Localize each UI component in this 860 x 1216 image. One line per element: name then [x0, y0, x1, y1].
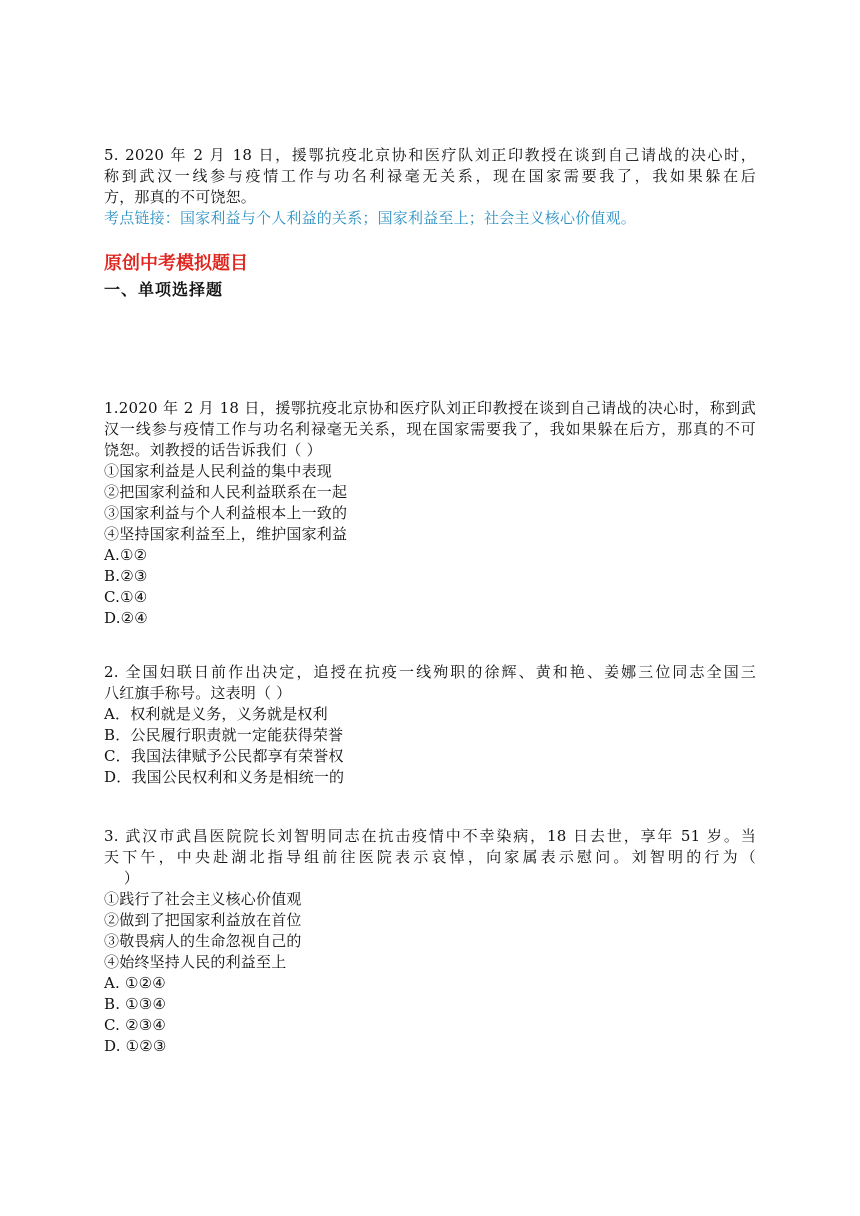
- question-stem-line: 汉一线参与疫情工作与功名利禄毫无关系，现在国家需要我了，我如果躲在后方，那真的不可: [104, 420, 756, 438]
- intro-line: 5. 2020 年 2 月 18 日，援鄂抗疫北京协和医疗队刘正印教授在谈到自己请战的决心时，: [104, 146, 756, 164]
- question-stem-line: 1.2020 年 2 月 18 日，援鄂抗疫北京协和医疗队刘正印教授在谈到自己请战的决心时，称到武: [104, 399, 756, 417]
- question-stem-line: 八红旗手称号。这表明（ ）: [104, 684, 292, 702]
- question-stem-line: 饶恕。刘教授的话告诉我们（ ）: [104, 441, 322, 459]
- question-1: [104, 398, 756, 629]
- intro-line: 方，那真的不可饶恕。: [104, 188, 257, 206]
- question-stem-line: 天下午，中央赴湖北指导组前往医院表示哀悼，向家属表示慰问。刘智明的行为（: [104, 848, 756, 866]
- statement-item: ①践行了社会主义核心价值观: [104, 890, 302, 908]
- answer-option-b: B. ①③④: [104, 995, 167, 1013]
- answer-option-c: C. ②③④: [104, 1016, 167, 1034]
- statement-item: ②做到了把国家利益放在首位: [104, 911, 302, 929]
- question-stem-line: 3. 武汉市武昌医院院长刘智明同志在抗击疫情中不幸染病，18 日去世，享年 51 岁。当: [104, 827, 756, 845]
- statement-item: ②把国家利益和人民利益联系在一起: [104, 483, 348, 501]
- statement-item: ④坚持国家利益至上，维护国家利益: [104, 525, 348, 543]
- question-2: [104, 662, 756, 788]
- question-stem-line: ）: [104, 869, 140, 887]
- answer-option-b: B．公民履行职责就一定能获得荣誉: [104, 726, 344, 744]
- section-title: 原创中考模拟题目: [104, 253, 248, 274]
- intro-paragraph: [104, 145, 756, 229]
- answer-option-a: A. ①②④: [104, 974, 166, 992]
- knowledge-link: 考点链接：国家利益与个人利益的关系；国家利益至上；社会主义核心价值观。: [104, 209, 637, 227]
- answer-option-c: C．我国法律赋予公民都享有荣誉权: [104, 747, 344, 765]
- answer-option-a: A．权利就是义务，义务就是权利: [104, 705, 328, 723]
- statement-item: ③国家利益与个人利益根本上一致的: [104, 504, 348, 522]
- answer-option-c: C.①④: [104, 588, 148, 606]
- intro-line: 称到武汉一线参与疫情工作与功名利禄毫无关系，现在国家需要我了，我如果躲在后: [104, 167, 756, 185]
- answer-option-a: A.①②: [104, 546, 148, 564]
- answer-option-d: D.②④: [104, 609, 148, 627]
- sub-title: 一、单项选择题: [104, 280, 224, 299]
- statement-item: ①国家利益是人民利益的集中表现: [104, 462, 333, 480]
- statement-item: ④始终坚持人民的利益至上: [104, 953, 287, 971]
- question-stem-line: 2. 全国妇联日前作出决定，追授在抗疫一线殉职的徐辉、黄和艳、姜娜三位同志全国三: [104, 663, 756, 681]
- answer-option-d: D. ①②③: [104, 1037, 167, 1055]
- answer-option-b: B.②③: [104, 567, 148, 585]
- statement-item: ③敬畏病人的生命忽视自己的: [104, 932, 302, 950]
- answer-option-d: D．我国公民权利和义务是相统一的: [104, 768, 345, 786]
- question-3: [104, 826, 756, 1057]
